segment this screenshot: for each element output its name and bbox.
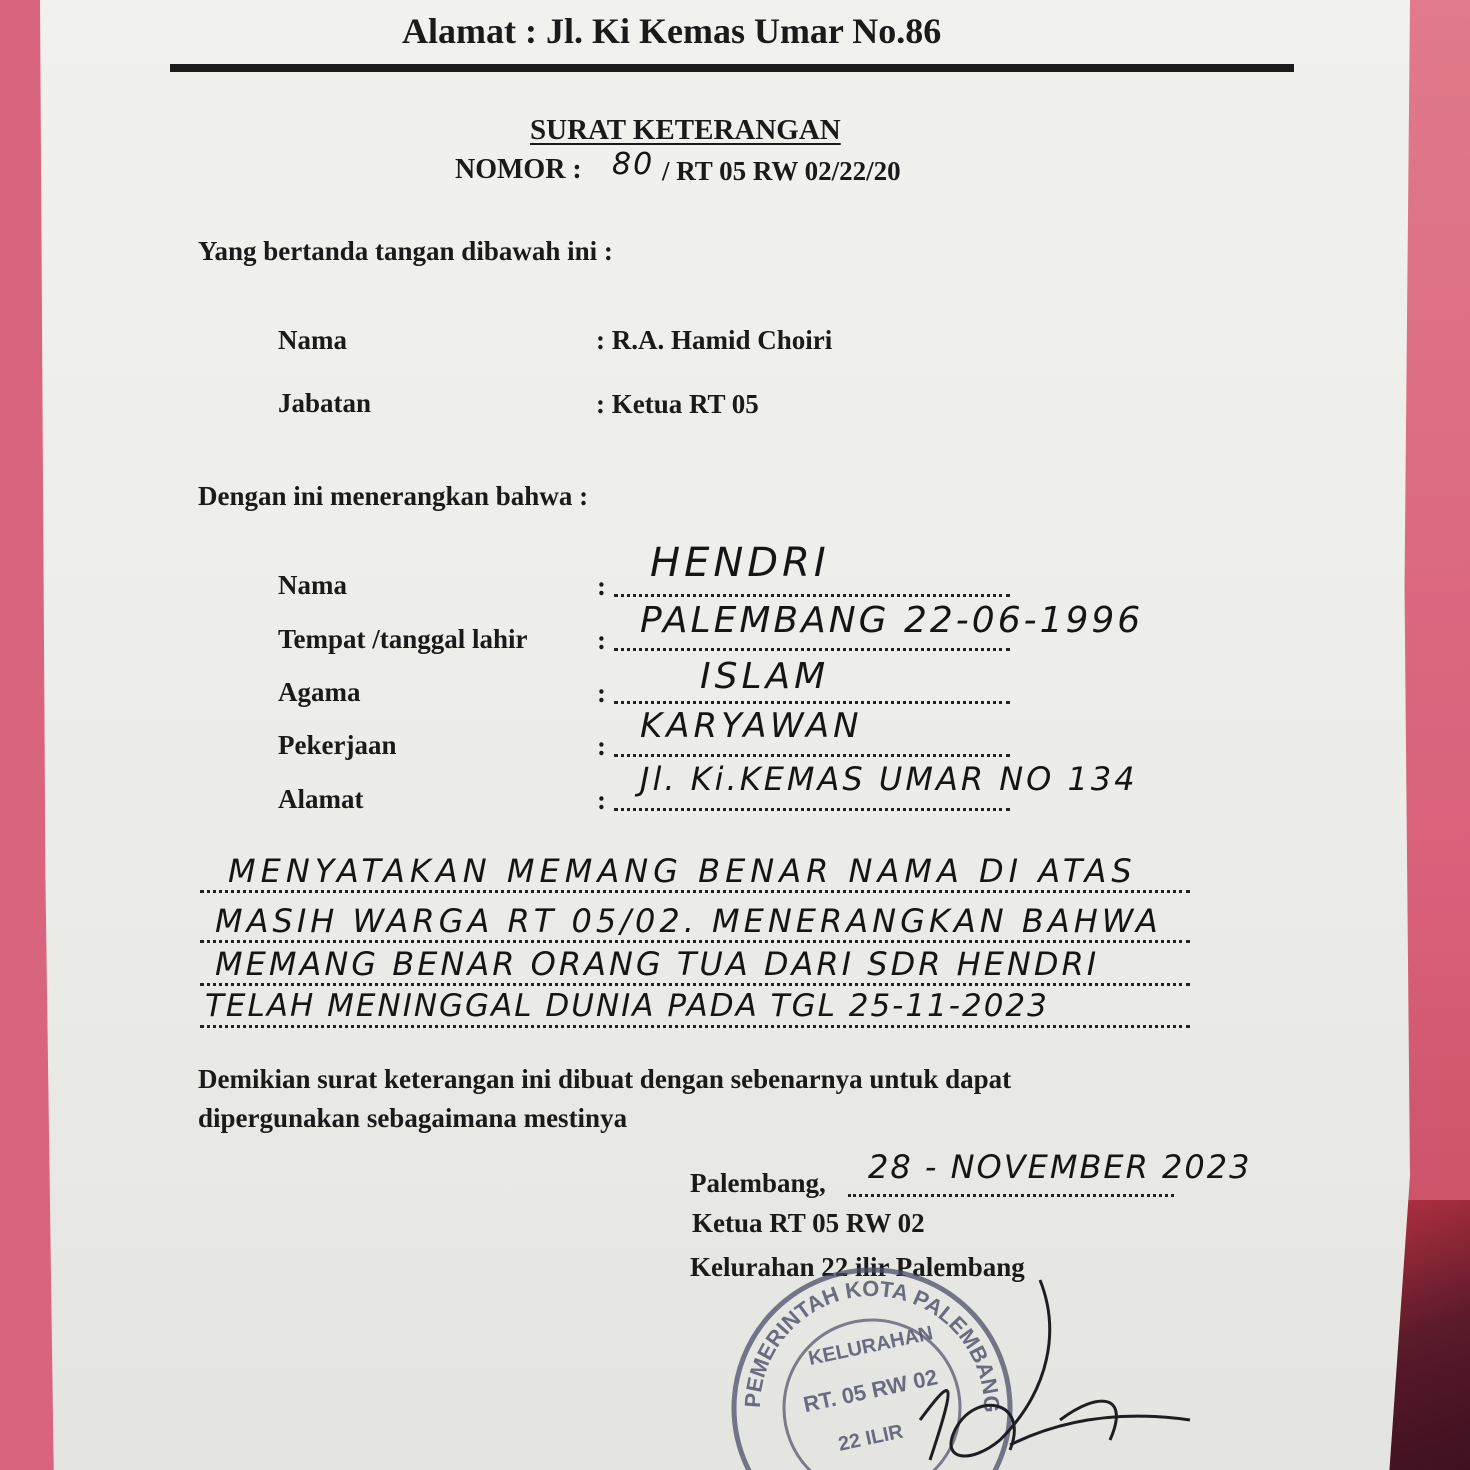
handwritten-signature [860, 1270, 1200, 1470]
subject-address-value: Jl. Ki.KEMAS UMAR NO 134 [640, 760, 1138, 798]
closing-line-1: Demikian surat keterangan ini dibuat dengan sebenarnya untuk dapat [198, 1064, 1012, 1094]
subject-birth-colon: : [597, 625, 606, 655]
signer-position-label: Jabatan [278, 388, 372, 418]
subject-occupation-label: Pekerjaan [278, 730, 397, 760]
subject-birth-label: Tempat /tanggal lahir [278, 624, 528, 654]
signature-role: Ketua RT 05 RW 02 [692, 1208, 925, 1238]
subject-name-colon: : [597, 571, 606, 601]
subject-occupation-value: KARYAWAN [640, 706, 863, 746]
subject-occupation-line [614, 754, 1010, 757]
subject-address-line [614, 808, 1010, 811]
closing-line-2: dipergunakan sebagaimana mestinya [198, 1103, 628, 1133]
subject-name-label: Nama [278, 570, 347, 600]
stamp-inner-bottom: 22 ILIR [836, 1420, 906, 1456]
subject-religion-colon: : [597, 678, 606, 708]
document-title: SURAT KETERANGAN [530, 114, 841, 146]
signature-date: 28 - NOVEMBER 2023 [868, 1148, 1252, 1186]
signature-date-line [848, 1194, 1174, 1197]
subject-address-label: Alamat [278, 784, 364, 814]
subject-intro: Dengan ini menerangkan bahwa : [198, 481, 589, 511]
signer-position-value: : Ketua RT 05 [596, 389, 759, 419]
statement-line-1: MENYATAKAN MEMANG BENAR NAMA DI ATAS [228, 852, 1137, 890]
statement-dots-3 [200, 983, 1190, 986]
stamp-inner-mid: RT. 05 RW 02 [801, 1364, 940, 1418]
subject-occupation-colon: : [597, 731, 606, 761]
stamp-outer-text: PEMERINTAH KOTA PALEMBANG [739, 1275, 1005, 1414]
subject-birth-line [614, 648, 1010, 651]
signer-intro: Yang bertanda tangan dibawah ini : [198, 236, 613, 266]
number-prefix: NOMOR : [455, 154, 582, 185]
statement-line-3: MEMANG BENAR ORANG TUA DARI SDR HENDRI [215, 945, 1100, 983]
subject-religion-line [614, 701, 1010, 704]
subject-address-colon: : [597, 785, 606, 815]
signature-office: Kelurahan 22 ilir Palembang [690, 1252, 1025, 1282]
subject-religion-label: Agama [278, 677, 361, 707]
statement-dots-4 [200, 1025, 1190, 1028]
signer-name-value: : R.A. Hamid Choiri [596, 325, 833, 355]
header-rule [170, 64, 1294, 72]
subject-religion-value: ISLAM [700, 656, 830, 697]
signer-name-label: Nama [278, 325, 347, 355]
stamp-inner-top: KELURAHAN [806, 1322, 935, 1371]
subject-name-value: HENDRI [650, 540, 830, 586]
header-address: Alamat : Jl. Ki Kemas Umar No.86 [402, 11, 942, 51]
statement-dots-2 [200, 940, 1190, 943]
number-handwritten: 80 [612, 147, 655, 182]
subject-birth-value: PALEMBANG 22-06-1996 [640, 600, 1144, 641]
subject-name-line [614, 594, 1010, 597]
number-suffix: / RT 05 RW 02/22/20 [662, 156, 901, 186]
signature-place: Palembang, [690, 1168, 826, 1198]
statement-line-4: TELAH MENINGGAL DUNIA PADA TGL 25-11-2023 [205, 988, 1049, 1024]
statement-dots-1 [200, 890, 1190, 893]
statement-line-2: MASIH WARGA RT 05/02. MENERANGKAN BAHWA [215, 902, 1162, 940]
